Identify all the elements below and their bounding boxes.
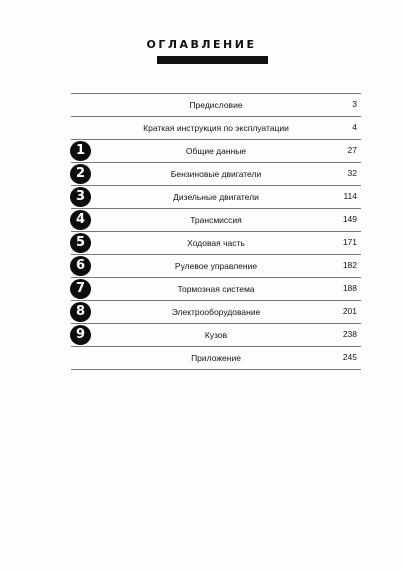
table-of-contents [71,93,361,370]
toc-page-number: 149 [342,214,357,224]
toc-page-number: 32 [347,168,357,178]
toc-page-number: 114 [343,191,357,201]
toc-page-number: 171 [342,237,357,247]
toc-page-number: 27 [347,145,357,155]
chapter-number-badge: 8 [70,302,91,322]
toc-row [71,140,361,163]
toc-page-number: 3 [352,99,357,109]
toc-label: Предисловие [189,100,243,110]
chapter-number-badge: 1 [70,141,91,161]
toc-row [71,117,361,140]
toc-page-number: 182 [342,260,357,270]
toc-label: Трансмиссия [190,215,242,225]
chapter-number-badge: 4 [70,210,91,230]
toc-label: Общие данные [185,146,247,156]
toc-label: Краткая инструкция по эксплуатации [143,123,289,133]
chapter-number-badge: 6 [70,256,91,276]
toc-row [71,301,361,324]
toc-page-number: 245 [342,352,357,362]
toc-label: Тормозная система [177,284,255,294]
toc-label: Бензиновые двигатели [170,169,262,179]
toc-label: Ходовая часть [187,238,245,248]
toc-label: Дизельные двигатели [173,192,259,202]
toc-page-number: 4 [352,122,357,132]
toc-row [71,232,361,255]
toc-row [71,278,361,301]
chapter-number-badge: 5 [70,233,91,253]
toc-label: Электрооборудование [171,307,261,317]
toc-page-number: 201 [342,306,357,316]
toc-label: Кузов [204,330,228,340]
chapter-number-badge: 3 [70,187,91,207]
chapter-number-badge: 9 [70,325,91,345]
toc-row [71,209,361,232]
chapter-number-badge: 7 [70,279,91,299]
chapter-number-badge: 2 [70,164,91,184]
toc-row [71,324,361,347]
toc-label: Приложение [191,353,241,363]
page-title: ОГЛАВЛЕНИЕ [146,38,257,51]
title-underline-bar [157,56,268,64]
toc-row [71,94,361,117]
toc-row [71,347,361,370]
toc-page-number: 188 [342,283,357,293]
toc-label: Рулевое управление [174,261,258,271]
toc-row [71,186,361,209]
toc-row [71,255,361,278]
toc-row [71,163,361,186]
toc-page-number: 238 [342,329,357,339]
